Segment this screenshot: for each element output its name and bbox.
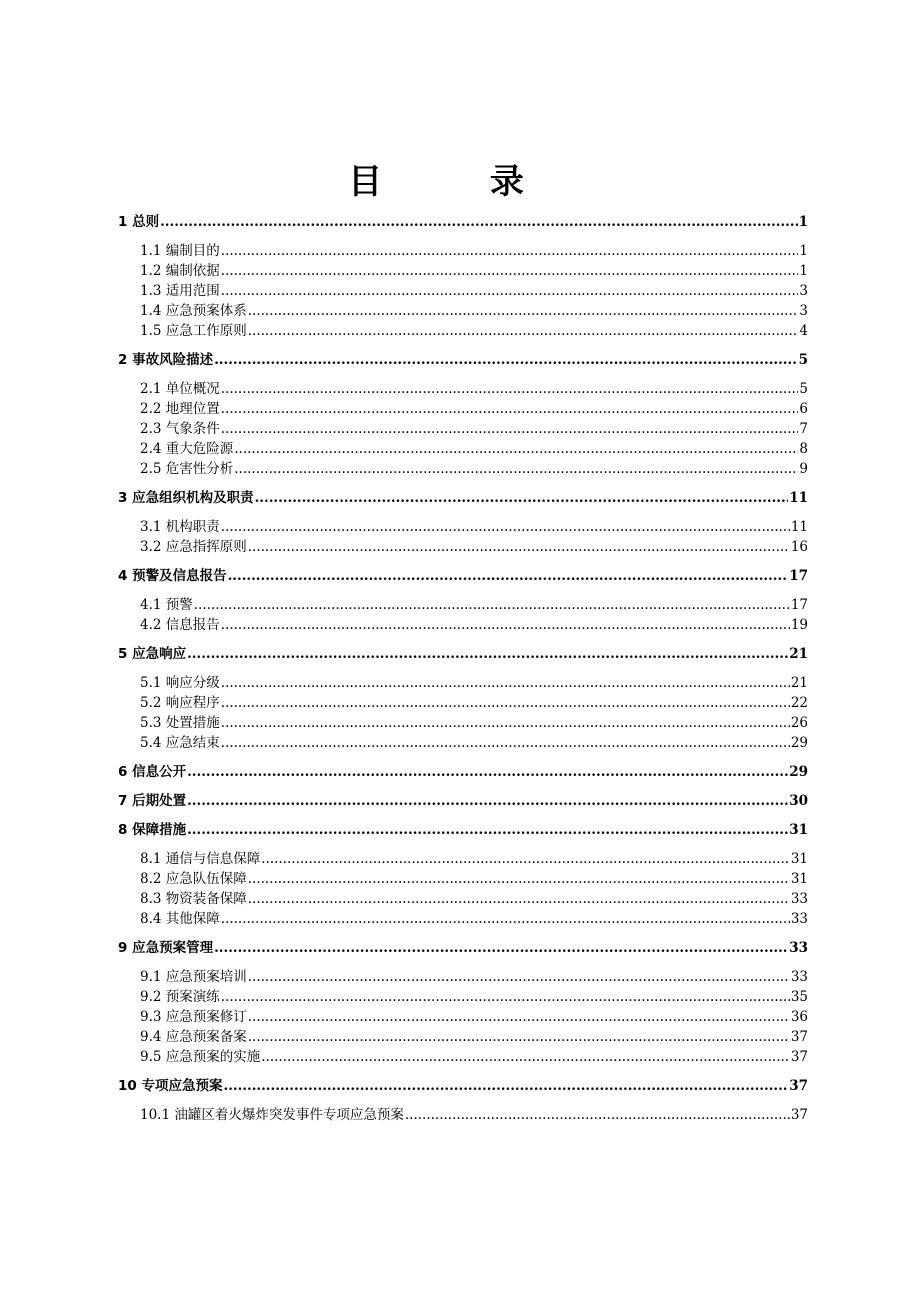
toc-dot-leader [221,261,799,281]
toc-page-number: 1 [798,214,808,230]
toc-page-number: 30 [789,793,808,809]
toc-page-number: 36 [790,1009,808,1025]
toc-dot-leader [248,321,799,341]
toc-page-number: 21 [790,675,808,691]
toc-page-number: 11 [790,519,808,535]
toc-dot-leader [234,459,798,479]
toc-entry-label: 3 应急组织机构及职责 [118,490,254,506]
toc-entry-label: 2.2 地理位置 [140,401,220,417]
toc-page-number: 31 [789,822,808,838]
toc-page-number: 6 [799,401,808,417]
toc-page-number: 16 [790,539,808,555]
toc-entry-label: 1.1 编制目的 [140,243,220,259]
toc-section-entry[interactable] [118,517,808,537]
toc-section-entry[interactable] [118,459,808,479]
toc-entry-label: 8.2 应急队伍保障 [140,871,247,887]
toc-section-entry[interactable] [118,967,808,987]
toc-section-entry[interactable] [118,595,808,615]
toc-dot-leader [248,967,790,987]
toc-section-entry[interactable] [118,1007,808,1027]
toc-section-entry[interactable] [118,1027,808,1047]
toc-section-entry[interactable] [118,869,808,889]
toc-entry-label: 5 应急响应 [118,646,187,662]
toc-entry-label: 5.2 响应程序 [140,695,220,711]
toc-dot-leader [221,987,790,1007]
toc-section-entry[interactable] [118,439,808,459]
toc-entry-label: 2.3 气象条件 [140,421,220,437]
toc-dot-leader [194,595,790,615]
toc-page-number: 1 [799,243,808,259]
toc-dot-leader [248,1027,790,1047]
toc-chapter-entry[interactable] [118,644,808,664]
toc-section-entry[interactable] [118,673,808,693]
toc-dot-leader [221,517,790,537]
toc-entry-label: 1.3 适用范围 [140,283,220,299]
toc-entry-label: 9.1 应急预案培训 [140,969,247,985]
toc-page-number: 37 [790,1107,808,1123]
toc-chapter-entry[interactable] [118,791,808,811]
toc-dot-leader [228,566,789,586]
toc-chapter-entry[interactable] [118,350,808,370]
toc-section-entry[interactable] [118,537,808,557]
toc-page-number: 33 [789,940,808,956]
toc-page-number: 5 [798,352,808,368]
toc-dot-leader [160,212,798,232]
toc-page-number: 7 [799,421,808,437]
toc-page-number: 19 [790,617,808,633]
toc-dot-leader [248,301,799,321]
toc-entry-label: 10.1 油罐区着火爆炸突发事件专项应急预案 [140,1107,404,1123]
toc-entry-label: 6 信息公开 [118,764,187,780]
toc-entry-label: 9.4 应急预案备案 [140,1029,247,1045]
toc-page-number: 33 [790,969,808,985]
toc-entry-label: 5.3 处置措施 [140,715,220,731]
toc-page-number: 4 [799,323,808,339]
toc-page-number: 29 [789,764,808,780]
toc-dot-leader [221,693,790,713]
toc-page-number: 29 [790,735,808,751]
toc-dot-leader [221,713,790,733]
toc-entry-label: 4 预警及信息报告 [118,568,227,584]
toc-chapter-entry[interactable] [118,938,808,958]
toc-section-entry[interactable] [118,615,808,635]
toc-dot-leader [261,1047,790,1067]
toc-section-entry[interactable] [118,1105,808,1125]
toc-page-number: 37 [789,1078,808,1094]
toc-dot-leader [261,849,790,869]
toc-dot-leader [187,762,788,782]
toc-page-number: 31 [790,871,808,887]
toc-page-number: 22 [790,695,808,711]
toc-entry-label: 8.1 通信与信息保障 [140,851,261,867]
toc-section-entry[interactable] [118,733,808,753]
toc-dot-leader [221,379,799,399]
toc-section-entry[interactable] [118,693,808,713]
toc-section-entry[interactable] [118,301,808,321]
toc-entry-label: 9.3 应急预案修订 [140,1009,247,1025]
toc-section-entry[interactable] [118,849,808,869]
toc-section-entry[interactable] [118,241,808,261]
toc-entry-label: 1.5 应急工作原则 [140,323,247,339]
toc-dot-leader [405,1105,790,1125]
toc-entry-label: 1.2 编制依据 [140,263,220,279]
toc-section-entry[interactable] [118,909,808,929]
toc-entry-label: 3.2 应急指挥原则 [140,539,247,555]
toc-entry-label: 1 总则 [118,214,160,230]
toc-page-number: 21 [789,646,808,662]
toc-dot-leader [214,938,788,958]
toc-section-entry[interactable] [118,399,808,419]
toc-page-number: 5 [799,381,808,397]
toc-page-number: 8 [799,441,808,457]
toc-dot-leader [221,399,799,419]
toc-entry-label: 5.1 响应分级 [140,675,220,691]
toc-page-number: 31 [790,851,808,867]
toc-page-number: 17 [789,568,808,584]
toc-page-number: 17 [790,597,808,613]
toc-dot-leader [248,889,790,909]
toc-page-number: 1 [799,263,808,279]
toc-dot-leader [221,673,790,693]
toc-entry-label: 9.2 预案演练 [140,989,220,1005]
toc-entry-label: 8 保障措施 [118,822,187,838]
toc-dot-leader [221,281,799,301]
toc-chapter-entry[interactable] [118,488,808,508]
toc-entry-label: 9 应急预案管理 [118,940,214,956]
toc-page-number: 35 [790,989,808,1005]
toc-entry-label: 4.1 预警 [140,597,193,613]
toc-section-entry[interactable] [118,987,808,1007]
toc-entry-label: 2.4 重大危险源 [140,441,234,457]
toc-dot-leader [221,241,799,261]
toc-dot-leader [234,439,798,459]
toc-section-entry[interactable] [118,379,808,399]
toc-dot-leader [248,1007,790,1027]
toc-entry-label: 3.1 机构职责 [140,519,220,535]
toc-page-number: 33 [790,891,808,907]
toc-entry-label: 10 专项应急预案 [118,1078,223,1094]
table-of-contents [118,212,808,1125]
page-title: 目 录 [348,162,572,202]
toc-entry-label: 9.5 应急预案的实施 [140,1049,261,1065]
toc-chapter-entry[interactable] [118,820,808,840]
toc-entry-label: 2 事故风险描述 [118,352,214,368]
toc-chapter-entry[interactable] [118,762,808,782]
toc-dot-leader [221,419,799,439]
toc-chapter-entry[interactable] [118,1076,808,1096]
toc-dot-leader [187,644,788,664]
toc-page-number: 3 [799,283,808,299]
toc-page-number: 11 [789,490,808,506]
toc-page-number: 9 [799,461,808,477]
toc-entry-label: 8.3 物资装备保障 [140,891,247,907]
toc-section-entry[interactable] [118,713,808,733]
toc-section-entry[interactable] [118,419,808,439]
toc-entry-label: 5.4 应急结束 [140,735,220,751]
toc-section-entry[interactable] [118,321,808,341]
toc-dot-leader [221,615,790,635]
toc-section-entry[interactable] [118,261,808,281]
toc-section-entry[interactable] [118,889,808,909]
toc-entry-label: 4.2 信息报告 [140,617,220,633]
toc-dot-leader [255,488,789,508]
toc-entry-label: 2.5 危害性分析 [140,461,234,477]
toc-entry-label: 1.4 应急预案体系 [140,303,247,319]
toc-entry-label: 2.1 单位概况 [140,381,220,397]
toc-dot-leader [214,350,798,370]
toc-page-number: 37 [790,1029,808,1045]
toc-section-entry[interactable] [118,281,808,301]
toc-dot-leader [187,820,788,840]
toc-page-number: 3 [799,303,808,319]
toc-page-number: 37 [790,1049,808,1065]
toc-dot-leader [248,869,790,889]
toc-dot-leader [221,909,790,929]
toc-entry-label: 7 后期处置 [118,793,187,809]
toc-chapter-entry[interactable] [118,212,808,232]
toc-dot-leader [248,537,790,557]
toc-entry-label: 8.4 其他保障 [140,911,220,927]
toc-dot-leader [224,1076,789,1096]
toc-section-entry[interactable] [118,1047,808,1067]
toc-page-number: 33 [790,911,808,927]
toc-chapter-entry[interactable] [118,566,808,586]
toc-page-number: 26 [790,715,808,731]
toc-dot-leader [187,791,788,811]
toc-dot-leader [221,733,790,753]
